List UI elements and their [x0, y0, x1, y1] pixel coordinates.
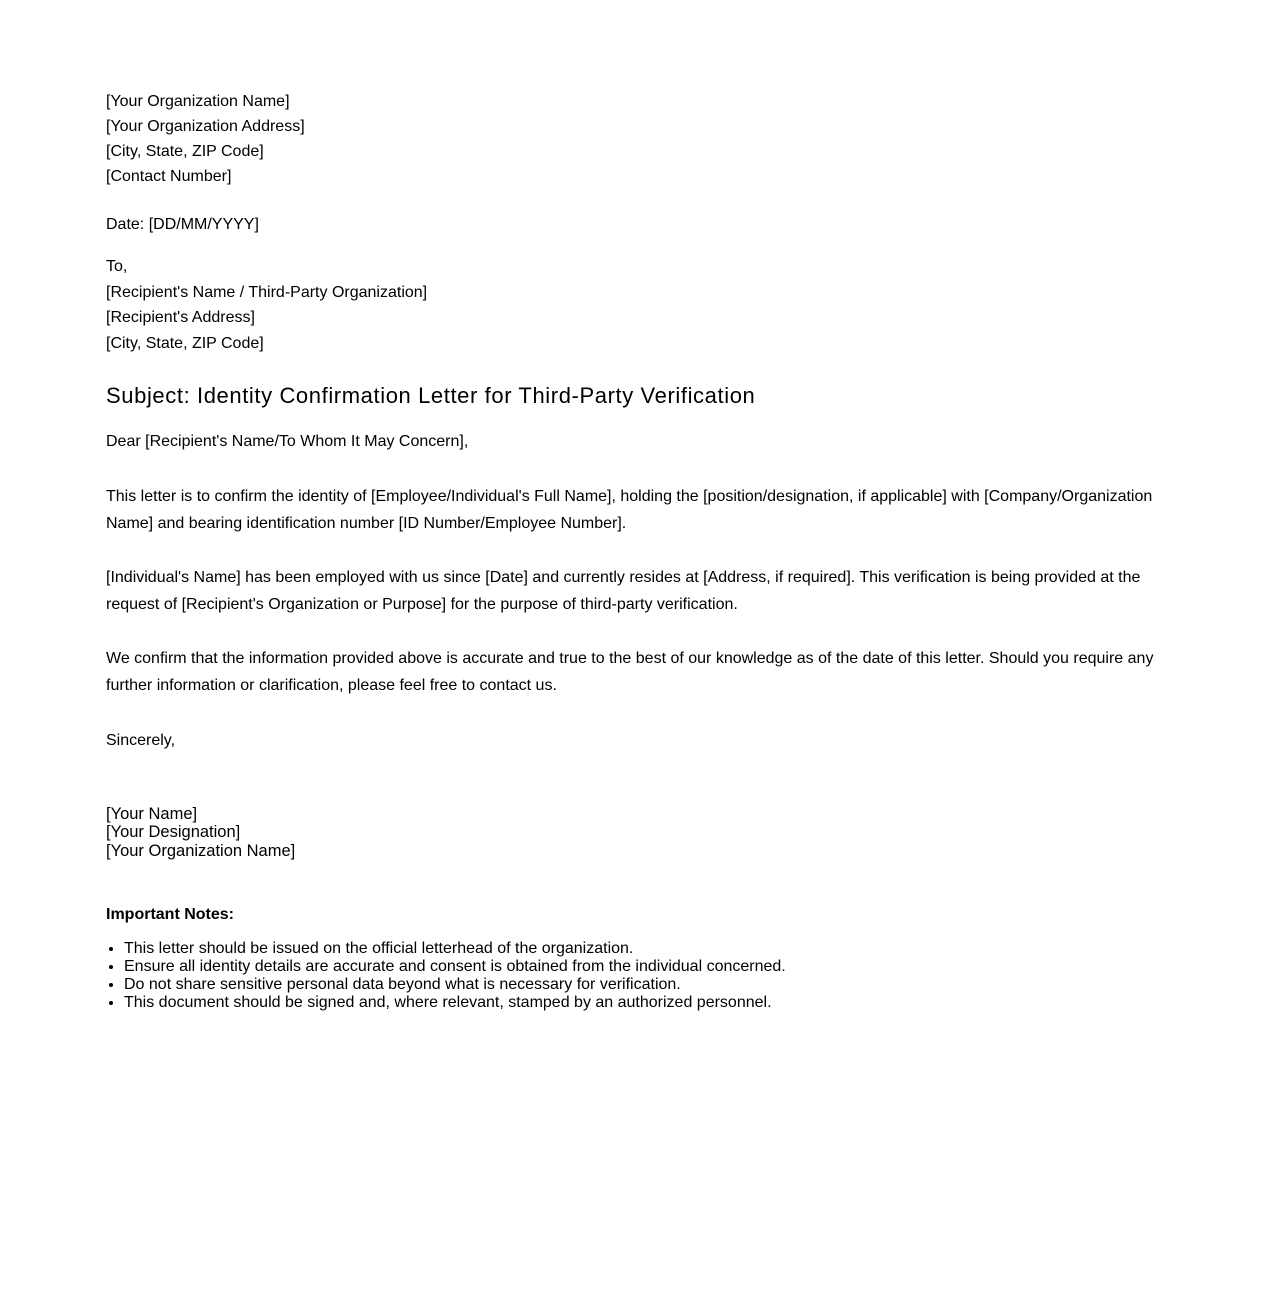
body-paragraph-3: We confirm that the information provided above is accurate and true to the best of our knowledge as of the date of this letter. Should you require any further information or clarification, please feel free to contact us. — [106, 649, 1154, 695]
closing: Sincerely, — [106, 731, 176, 749]
notes-list — [106, 940, 1166, 1012]
signature-designation: [Your Designation] — [106, 823, 241, 842]
recipient-city-state-zip: [City, State, ZIP Code] — [106, 335, 264, 353]
signature-block — [106, 805, 1166, 861]
recipient-name: [Recipient's Name / Third-Party Organization] — [106, 283, 428, 301]
notes-title: Important Notes: — [106, 906, 234, 924]
sender-block — [106, 89, 1166, 189]
signature-org: [Your Organization Name] — [106, 841, 296, 860]
recipient-block — [106, 254, 1166, 357]
recipient-to: To, — [106, 258, 128, 275]
sender-org-address: [Your Organization Address] — [106, 118, 305, 135]
list-item: • Do not share sensitive personal data beyond what is necessary for verification. — [124, 976, 1166, 994]
recipient-address: [Recipient's Address] — [106, 309, 255, 327]
body-paragraph-2: [Individual's Name] has been employed with us since [Date] and currently resides at [Address, if required]. This verification is being provided at the request of [Recipient's Organization or Purpose] for the purpose of third-party verification. — [106, 568, 1141, 614]
body-paragraph-1: This letter is to confirm the identity of [Employee/Individual's Full Name], holding the [position/designation, if applicable] with [Company/Organization Name] and bearing identification number [ID Number/Employee Number]. — [106, 487, 1153, 533]
sender-city-state-zip: [City, State, ZIP Code] — [106, 143, 264, 160]
list-item: • This document should be signed and, where relevant, stamped by an authorized personnel. — [124, 994, 1166, 1012]
letter-date: Date: [DD/MM/YYYY] — [106, 216, 259, 233]
letter-body — [106, 89, 1166, 1012]
salutation: Dear [Recipient's Name/To Whom It May Concern], — [106, 432, 469, 450]
letter-subject: Subject: Identity Confirmation Letter for Third-Party Verification — [106, 382, 756, 408]
list-item: • This letter should be issued on the official letterhead of the organization. — [124, 940, 1166, 958]
sender-contact-number: [Contact Number] — [106, 168, 232, 185]
sender-org-name: [Your Organization Name] — [106, 93, 290, 110]
signature-name: [Your Name] — [106, 804, 198, 823]
list-item: • Ensure all identity details are accurate and consent is obtained from the individual concerned. — [124, 958, 1166, 976]
